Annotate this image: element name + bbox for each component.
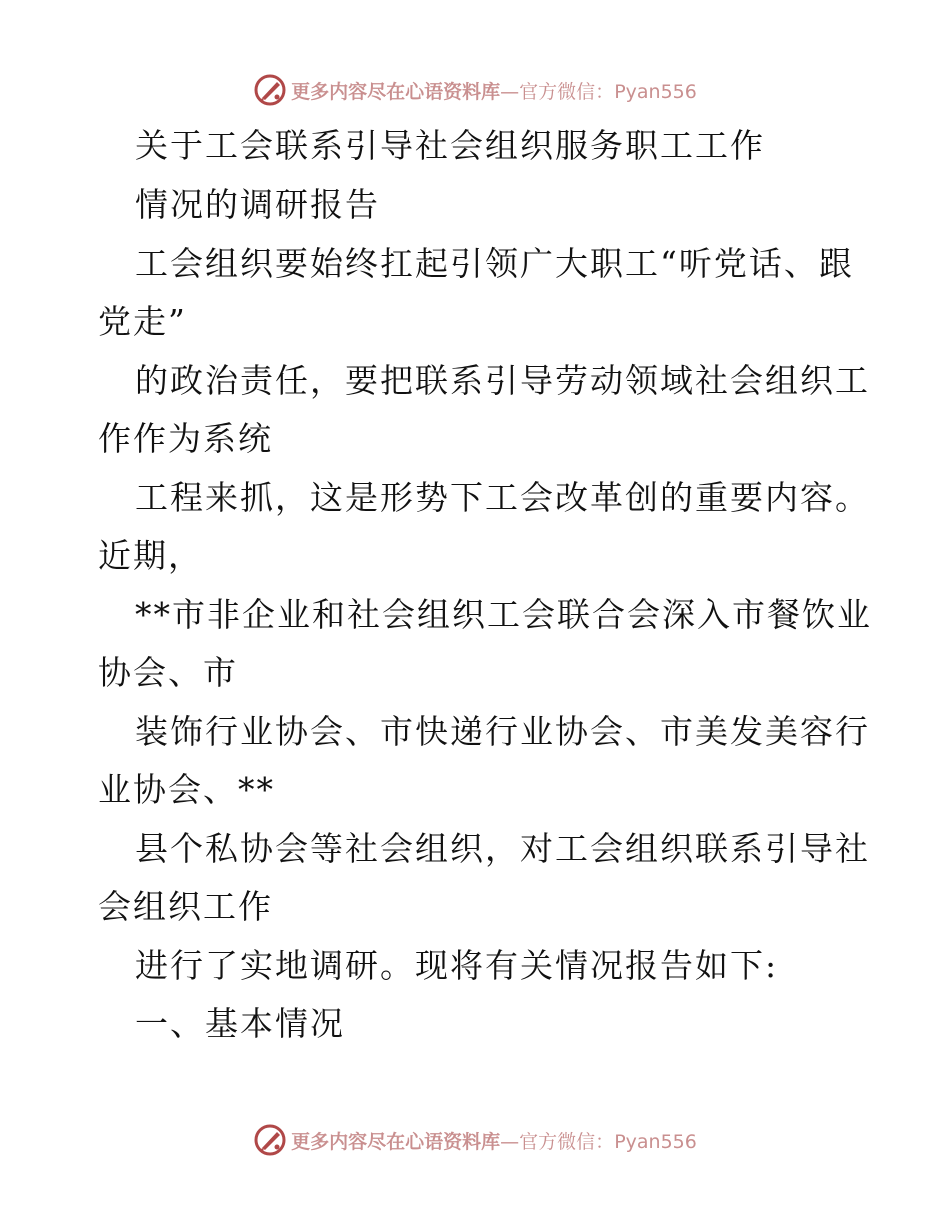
watermark-wechat-label: 官方微信： xyxy=(519,1130,615,1153)
paragraph-line: **市非企业和社会组织工会联合会深入市餐饮业 xyxy=(135,595,872,634)
watermark-separator: — xyxy=(500,1130,520,1153)
paragraph-line: 会组织工作 xyxy=(98,887,273,926)
quill-pen-logo-icon xyxy=(253,1123,287,1157)
paragraph-line: 工程来抓，这是形势下工会改革创的重要内容。 xyxy=(135,478,870,517)
document-title-line-1: 关于工会联系引导社会组织服务职工工作 xyxy=(135,126,765,165)
watermark-separator: — xyxy=(500,80,520,103)
watermark-main-text: 更多内容尽在心语资料库 xyxy=(291,80,501,103)
watermark-wechat-id: Pyan556 xyxy=(614,1130,697,1153)
paragraph-line: 县个私协会等社会组织，对工会组织联系引导社 xyxy=(135,829,870,868)
watermark-wechat-id: Pyan556 xyxy=(614,80,697,103)
paragraph-line: 业协会、** xyxy=(98,770,275,809)
paragraph-line: 党走” xyxy=(98,302,187,341)
paragraph-line: 工会组织要始终扛起引领广大职工“听党话、跟 xyxy=(135,244,854,283)
footer-watermark xyxy=(0,1120,950,1160)
section-heading: 一、基本情况 xyxy=(135,1004,345,1043)
paragraph-line: 的政治责任，要把联系引导劳动领域社会组织工 xyxy=(135,361,870,400)
paragraph-line: 装饰行业协会、市快递行业协会、市美发美容行 xyxy=(135,712,870,751)
paragraph-line: 进行了实地调研。现将有关情况报告如下: xyxy=(135,946,779,985)
paragraph-line: 协会、市 xyxy=(98,653,238,692)
paragraph-line: 作作为系统 xyxy=(98,419,273,458)
watermark-wechat-label: 官方微信： xyxy=(519,80,615,103)
quill-pen-logo-icon xyxy=(253,73,287,107)
document-title-line-2: 情况的调研报告 xyxy=(135,185,380,224)
watermark-text xyxy=(291,1127,697,1154)
header-watermark xyxy=(0,70,950,110)
watermark-text xyxy=(291,77,697,104)
watermark-main-text: 更多内容尽在心语资料库 xyxy=(291,1130,501,1153)
paragraph-line: 近期， xyxy=(98,536,203,575)
